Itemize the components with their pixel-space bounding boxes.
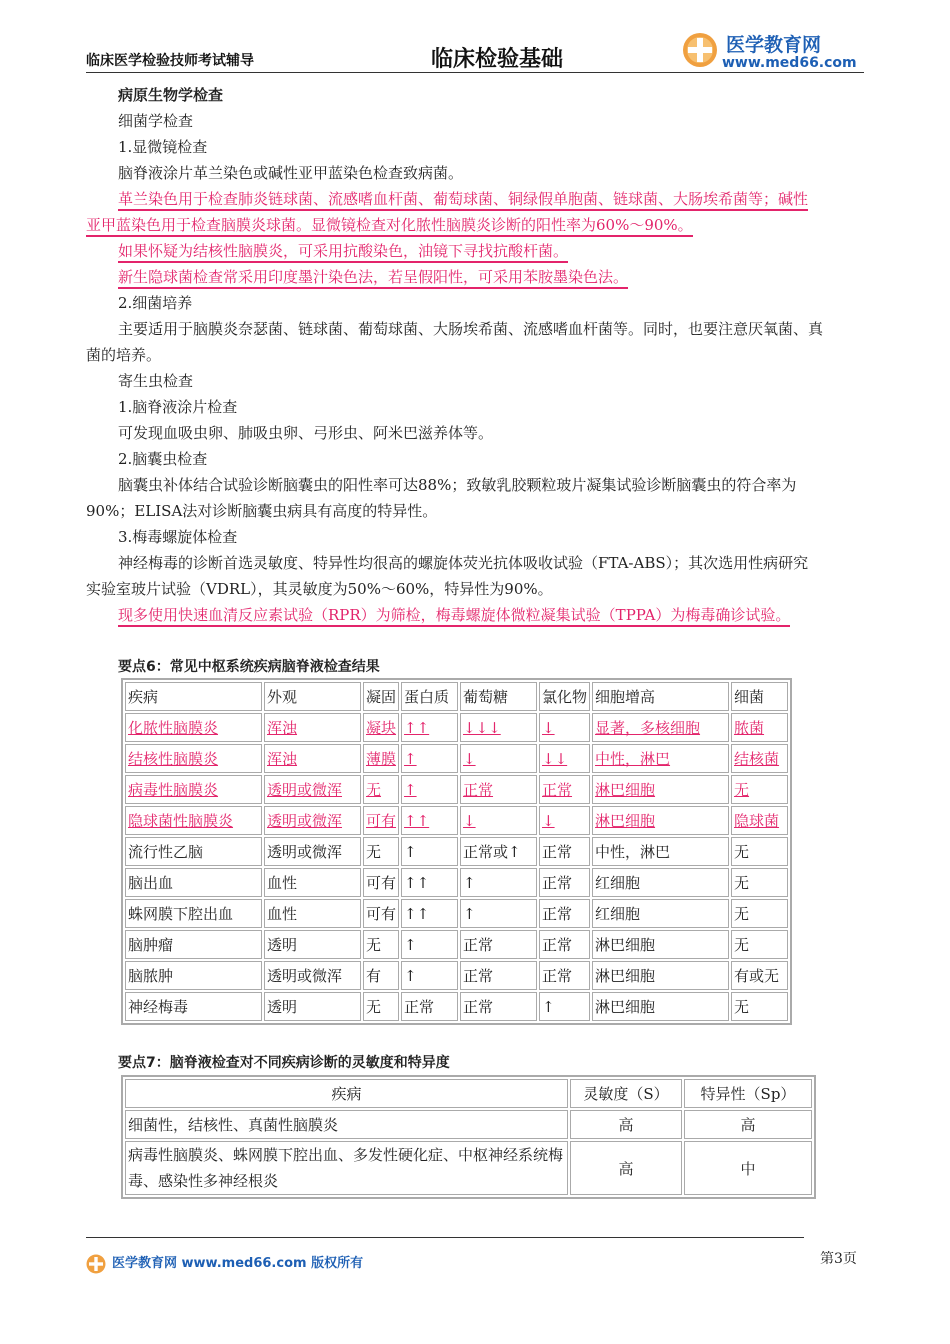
table-cell: 正常或↑ xyxy=(460,837,537,866)
table-cell: 中性，淋巴 xyxy=(592,744,729,773)
table-cell: 透明或微浑 xyxy=(264,806,361,835)
table-row xyxy=(125,744,788,773)
table-cell: ↑ xyxy=(401,744,458,773)
table-cell: 淋巴细胞 xyxy=(592,992,729,1021)
table-cell: 无 xyxy=(731,868,788,897)
subheading-syphilis: 3.梅毒螺旋体检查 xyxy=(118,528,238,546)
table-cell: 正常 xyxy=(460,930,537,959)
table-cell: 中性，淋巴 xyxy=(592,837,729,866)
table-cell: 无 xyxy=(731,899,788,928)
highlight-span: 革兰染色用于检查肺炎链球菌、流感嗜血杆菌、葡萄球菌、铜绿假单胞菌、链球菌、大肠埃希菌等；碱性 xyxy=(118,190,808,211)
logo-url[interactable]: www.med66.com xyxy=(722,55,857,71)
table-cell: 无 xyxy=(363,992,399,1021)
table-cell: 正常 xyxy=(539,775,590,804)
section6-title: 要点6：常见中枢系统疾病脑脊液检查结果 xyxy=(118,659,380,675)
highlight-text xyxy=(118,238,568,264)
table-cell: 无 xyxy=(363,775,399,804)
table-cell: 浑浊 xyxy=(264,713,361,742)
table-cell: ↑↑ xyxy=(401,806,458,835)
table-cell: 结核性脑膜炎 xyxy=(125,744,262,773)
table-cell: 正常 xyxy=(401,992,458,1021)
table-cell: 外观 xyxy=(264,682,361,711)
table-cell: ↓↓↓ xyxy=(460,713,537,742)
paragraph-text: 脑脊液涂片革兰染色或碱性亚甲蓝染色检查致病菌。 xyxy=(118,164,464,182)
table-row xyxy=(125,713,788,742)
page-header xyxy=(86,28,864,74)
table-cell: 无 xyxy=(731,775,788,804)
table-cell: 正常 xyxy=(460,992,537,1021)
table-cell: 可有 xyxy=(363,899,399,928)
table-cell: 细菌性，结核性、真菌性脑膜炎 xyxy=(125,1110,568,1139)
table-row xyxy=(125,961,788,990)
table-cell: 脓菌 xyxy=(731,713,788,742)
table-header-cell: 疾病 xyxy=(125,1079,568,1108)
table-row xyxy=(125,1141,812,1195)
table-cell: ↑ xyxy=(401,837,458,866)
highlight-text xyxy=(86,212,693,238)
logo-name: 医学教育网 xyxy=(726,34,822,56)
table-header-row xyxy=(125,1079,812,1108)
sensitivity-table xyxy=(121,1075,816,1199)
table-cell: 隐球菌 xyxy=(731,806,788,835)
page-number: 第3页 xyxy=(820,1251,857,1267)
table-cell: 显著，多核细胞 xyxy=(592,713,729,742)
paragraph-text: 神经梅毒的诊断首选灵敏度、特异性均很高的螺旋体荧光抗体吸收试验（FTA-ABS）；其次选用性病研究 xyxy=(118,554,809,572)
table-cell: 高 xyxy=(570,1110,682,1139)
table-cell: 神经梅毒 xyxy=(125,992,262,1021)
table-cell: 细菌 xyxy=(731,682,788,711)
table-cell: 正常 xyxy=(539,868,590,897)
table-header-cell: 特异性（Sp） xyxy=(684,1079,812,1108)
table-cell: 透明或微浑 xyxy=(264,775,361,804)
logo-cross-icon xyxy=(682,32,718,68)
table-cell: 葡萄糖 xyxy=(460,682,537,711)
subheading-smear: 1.脑脊液涂片检查 xyxy=(118,398,238,416)
table-cell: 淋巴细胞 xyxy=(592,961,729,990)
table-cell: 中 xyxy=(684,1141,812,1195)
table-row xyxy=(125,1110,812,1139)
table-cell: 正常 xyxy=(460,775,537,804)
heading-pathogen-exam: 病原生物学检查 xyxy=(118,86,224,104)
table-cell: 氯化物 xyxy=(539,682,590,711)
table-cell: 流行性乙脑 xyxy=(125,837,262,866)
table-cell: 血性 xyxy=(264,899,361,928)
table-cell: 无 xyxy=(731,992,788,1021)
table-row xyxy=(125,837,788,866)
table-cell: 淋巴细胞 xyxy=(592,775,729,804)
table-cell: ↑ xyxy=(401,961,458,990)
table-cell: 结核菌 xyxy=(731,744,788,773)
highlight-span: 现多使用快速血清反应素试验（RPR）为筛检，梅毒螺旋体微粒凝集试验（TPPA）为梅毒确诊试验。 xyxy=(118,606,790,627)
table-cell: 蛋白质 xyxy=(401,682,458,711)
table-cell: 正常 xyxy=(539,961,590,990)
table-cell: 可有 xyxy=(363,806,399,835)
paragraph-text: 脑囊虫补体结合试验诊断脑囊虫的阳性率可达88%；致敏乳胶颗粒玻片凝集试验诊断脑囊虫的符合率为 xyxy=(118,476,797,494)
footer-text: 医学教育网 www.med66.com 版权所有 xyxy=(112,1256,364,1271)
table-cell: 疾病 xyxy=(125,682,262,711)
table-cell: 无 xyxy=(731,930,788,959)
table-cell: ↑ xyxy=(539,992,590,1021)
csf-results-table xyxy=(121,678,792,1025)
table-cell: 有或无 xyxy=(731,961,788,990)
table-cell: 病毒性脑膜炎 xyxy=(125,775,262,804)
table-cell: ↓↓ xyxy=(539,744,590,773)
highlight-span: 新生隐球菌检查常采用印度墨汁染色法，若呈假阳性，可采用苯胺墨染色法。 xyxy=(118,268,628,289)
paragraph-text: 菌的培养。 xyxy=(86,346,162,364)
table-cell: 病毒性脑膜炎、蛛网膜下腔出血、多发性硬化症、中枢神经系统梅毒、感染性多神经根炎 xyxy=(125,1141,568,1195)
table-cell: 无 xyxy=(363,930,399,959)
table-cell: 可有 xyxy=(363,868,399,897)
subheading-culture: 2.细菌培养 xyxy=(118,294,193,312)
table-cell: ↑ xyxy=(401,775,458,804)
table-cell: 正常 xyxy=(539,837,590,866)
table-cell: 淋巴细胞 xyxy=(592,930,729,959)
table-cell: 凝块 xyxy=(363,713,399,742)
highlight-span: 亚甲蓝染色用于检查脑膜炎球菌。显微镜检查对化脓性脑膜炎诊断的阳性率为60%～90%。 xyxy=(86,216,693,237)
table-row xyxy=(125,806,788,835)
table-header-cell: 灵敏度（S） xyxy=(570,1079,682,1108)
subheading-cysticercosis: 2.脑囊虫检查 xyxy=(118,450,208,468)
highlight-text xyxy=(118,602,790,628)
footer-divider xyxy=(86,1237,804,1238)
table-cell: ↓ xyxy=(539,806,590,835)
table-cell: 细胞增高 xyxy=(592,682,729,711)
table-cell: 透明或微浑 xyxy=(264,961,361,990)
table-cell: 无 xyxy=(363,837,399,866)
table-cell: 正常 xyxy=(539,899,590,928)
table-cell: 脑肿瘤 xyxy=(125,930,262,959)
table-cell: 透明 xyxy=(264,930,361,959)
table-cell: ↑↑ xyxy=(401,713,458,742)
table-header-row xyxy=(125,682,788,711)
table-row xyxy=(125,775,788,804)
table-row xyxy=(125,899,788,928)
site-logo[interactable] xyxy=(682,28,864,72)
subheading-bacteriology: 细菌学检查 xyxy=(118,112,194,130)
table-cell: 透明 xyxy=(264,992,361,1021)
paragraph-text: 可发现血吸虫卵、肺吸虫卵、弓形虫、阿米巴滋养体等。 xyxy=(118,424,494,442)
table-cell: 化脓性脑膜炎 xyxy=(125,713,262,742)
table-cell: 高 xyxy=(684,1110,812,1139)
table-cell: 正常 xyxy=(539,930,590,959)
table-row xyxy=(125,992,788,1021)
table-cell: 无 xyxy=(731,837,788,866)
subheading-microscopy: 1.显微镜检查 xyxy=(118,138,208,156)
table-cell: ↓ xyxy=(460,806,537,835)
highlight-text xyxy=(118,264,628,290)
paragraph-text: 实验室玻片试验（VDRL），其灵敏度为50%～60%，特异性为90%。 xyxy=(86,580,553,598)
paragraph-text: 90%；ELISA法对诊断脑囊虫病具有高度的特异性。 xyxy=(86,502,438,520)
table-cell: 薄膜 xyxy=(363,744,399,773)
table-row xyxy=(125,868,788,897)
table-cell: 透明或微浑 xyxy=(264,837,361,866)
table-cell: 凝固 xyxy=(363,682,399,711)
table-cell: ↓ xyxy=(539,713,590,742)
table-row xyxy=(125,930,788,959)
table-cell: 正常 xyxy=(460,961,537,990)
table-cell: 脑出血 xyxy=(125,868,262,897)
table-cell: 浑浊 xyxy=(264,744,361,773)
table-cell: ↑ xyxy=(460,868,537,897)
highlight-text xyxy=(118,186,808,212)
section7-title: 要点7：脑脊液检查对不同疾病诊断的灵敏度和特异度 xyxy=(118,1055,450,1071)
highlight-span: 如果怀疑为结核性脑膜炎，可采用抗酸染色，油镜下寻找抗酸杆菌。 xyxy=(118,242,568,263)
table-cell: ↑ xyxy=(401,930,458,959)
table-cell: 蛛网膜下腔出血 xyxy=(125,899,262,928)
header-subject-title: 临床检验基础 xyxy=(431,47,564,72)
table-cell: ↑↑ xyxy=(401,868,458,897)
table-cell: ↑↑ xyxy=(401,899,458,928)
footer-copyright xyxy=(86,1252,363,1274)
table-cell: 高 xyxy=(570,1141,682,1195)
table-cell: 有 xyxy=(363,961,399,990)
header-course-title: 临床医学检验技师考试辅导 xyxy=(86,53,254,69)
table-cell: 血性 xyxy=(264,868,361,897)
table-cell: 红细胞 xyxy=(592,899,729,928)
table-cell: ↑ xyxy=(460,899,537,928)
paragraph-text: 主要适用于脑膜炎奈瑟菌、链球菌、葡萄球菌、大肠埃希菌、流感嗜血杆菌等。同时，也要注意厌氧菌、真 xyxy=(118,320,824,338)
logo-cross-icon xyxy=(86,1254,106,1274)
table-cell: 淋巴细胞 xyxy=(592,806,729,835)
table-cell: 隐球菌性脑膜炎 xyxy=(125,806,262,835)
table-cell: 红细胞 xyxy=(592,868,729,897)
table-cell: ↓ xyxy=(460,744,537,773)
subheading-parasite: 寄生虫检查 xyxy=(118,372,194,390)
header-divider xyxy=(86,72,864,73)
table-cell: 脑脓肿 xyxy=(125,961,262,990)
